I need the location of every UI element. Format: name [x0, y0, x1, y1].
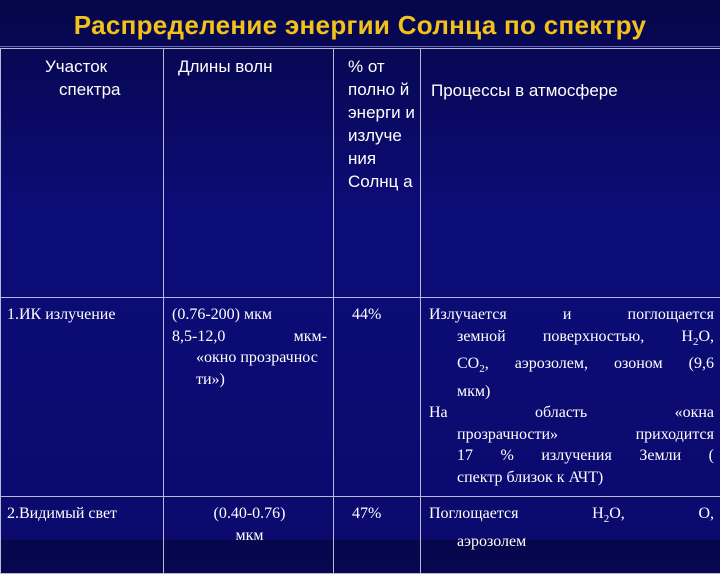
spectrum-table: [0, 48, 720, 574]
slide-title: Распределение энергии Солнца по спектру: [0, 10, 720, 41]
table-row: [1, 497, 720, 574]
process-line: прозрачности» приходится: [429, 424, 714, 446]
process-line: Излучается и поглощается: [429, 304, 714, 326]
cell-section: 1.ИК излучение: [1, 298, 164, 497]
header-section-line2: спектра: [45, 78, 155, 101]
wavelength-line: мкм: [172, 525, 327, 547]
wavelength-line: (0.76-200) мкм: [172, 306, 272, 323]
header-processes: Процессы в атмосфере: [421, 49, 720, 298]
header-percent: % от полно й энерги и излуче ния Солнц а: [334, 49, 421, 298]
cell-percent: 44%: [334, 298, 421, 497]
header-section: [1, 49, 164, 298]
process-line: спектр близок к АЧТ): [429, 467, 714, 489]
process-line: $CO_2$, аэрозолем, озоном (9,6: [429, 353, 714, 381]
process-line: аэрозолем: [429, 531, 714, 553]
process-line: Поглощается $H_2O$, O,: [429, 503, 714, 531]
header-wavelength: Длины волн: [164, 49, 334, 298]
process-line: 17 % излучения Земли (: [429, 445, 714, 467]
table-header-row: [1, 49, 720, 298]
wavelength-line: (0.40-0.76): [172, 503, 327, 525]
cell-percent: 47%: [334, 497, 421, 574]
cell-wavelength: [164, 497, 334, 574]
cell-wavelength: [164, 298, 334, 497]
title-divider: [0, 46, 720, 47]
header-section-line1: Участок: [45, 57, 107, 76]
process-line: мкм): [429, 381, 714, 403]
cell-section: 2.Видимый свет: [1, 497, 164, 574]
cell-processes: [421, 497, 720, 574]
wavelength-line: «окно прозрачнос ти»): [172, 347, 327, 390]
cell-processes: [421, 298, 720, 497]
wavelength-line: 8,5-12,0 мкм-: [172, 326, 327, 348]
process-line: На область «окна: [429, 402, 714, 424]
process-line: земной поверхностью, $H_2O$,: [429, 326, 714, 354]
table-row: [1, 298, 720, 497]
